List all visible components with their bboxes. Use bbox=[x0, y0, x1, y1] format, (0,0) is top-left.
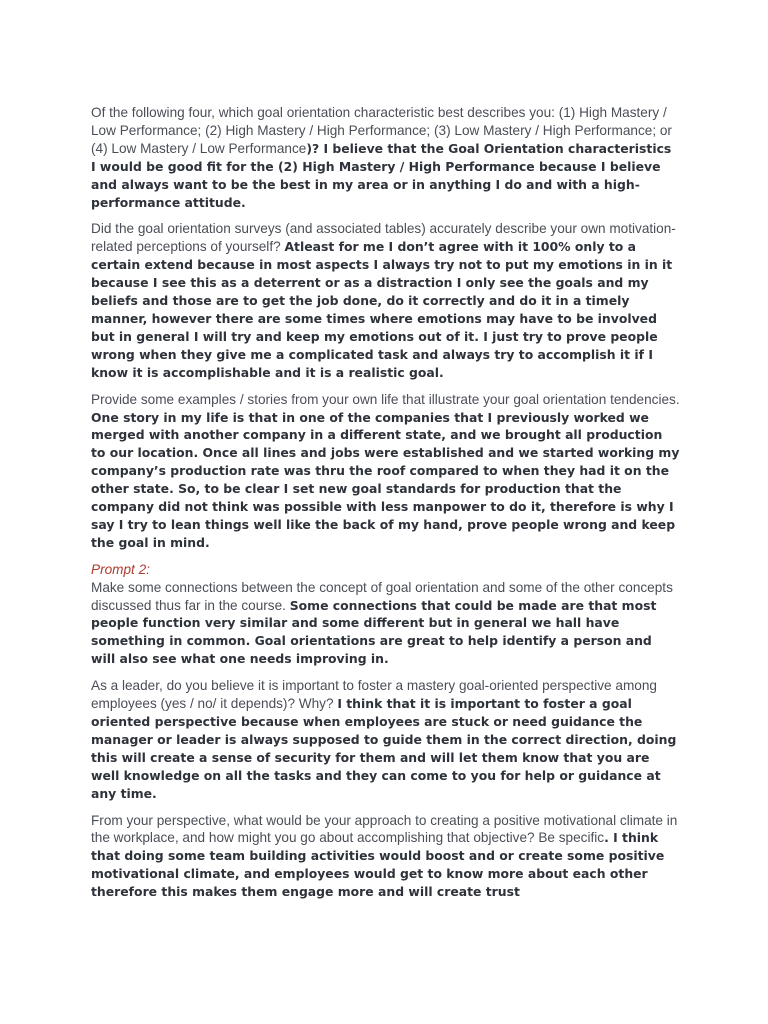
section-6 bbox=[91, 812, 680, 902]
question-text: Did the goal orientation surveys (and associated tables) accurately describe your own motivation-related perceptions of yourself? bbox=[91, 221, 676, 255]
question-text: Of the following four, which goal orientation characteristic best describes you: (1) High Mastery / Low Performance; (2) High Mastery / High Performance; (3) Low Mastery / High Performance; or (4) Low Mastery / Low Performance bbox=[91, 105, 672, 156]
question-text: From your perspective, what would be your approach to creating a positive motivational climate in the workplace, and how might you go about accomplishing that objective? Be specific bbox=[91, 812, 678, 846]
section-5 bbox=[91, 677, 680, 802]
answer-text: )? I believe that the Goal Orientation characteristics I would be good fit for the (2) High Mastery / High Performance because I believe and always want to be the best in my area or in anything I do and with a high-performance attitude. bbox=[91, 140, 672, 210]
section-4 bbox=[91, 561, 680, 668]
prompt-heading: Prompt 2: bbox=[91, 561, 150, 577]
section-1 bbox=[91, 104, 680, 211]
question-text: Make some connections between the concept of goal orientation and some of the other concepts discussed thus far in the course. bbox=[91, 579, 673, 613]
question-text: As a leader, do you believe it is important to foster a mastery goal-oriented perspective among employees (yes / no/ it depends)? Why? bbox=[91, 678, 657, 712]
answer-text: . I think that doing some team building activities would boost and or create some positive motivational climate, and employees would get to know more about each other therefore this makes them engage more and will create trust bbox=[91, 830, 665, 900]
answer-text: Atleast for me I don’t agree with it 100% only to a certain extend because in most aspects I always try not to put my emotions in in it because I see this as a deterrent or as a distraction I only see the goals and my beliefs and those are to get the job done, do it correctly and do it in a timely manner, however there are some times where emotions may have to be involved but in general I will try and keep my emotions out of it. I just try to prove people wrong when they give me a complicated task and always try to accomplish it if I know it is accomplishable and it is a realistic goal. bbox=[91, 239, 673, 380]
question-text: Provide some examples / stories from your own life that illustrate your goal orientation tendencies. bbox=[91, 391, 680, 407]
section-2 bbox=[91, 220, 680, 381]
answer-text: One story in my life is that in one of the companies that I previously worked we merged with another company in a different state, and we brought all production to our location. Once all lines and jobs were established and we started working my company’s production rate was thru the roof compared to when they had it on the other state. So, to be clear I set new goal standards for production that the company did not think was possible with less manpower to do it, therefore is why I say I try to lean things well like the back of my hand, prove people wrong and keep the goal in mind. bbox=[91, 409, 680, 550]
document-page bbox=[91, 104, 680, 910]
answer-text: I think that it is important to foster a goal oriented perspective because when employees are stuck or need guidance the manager or leader is always supposed to guide them in the correct direction, doing this will create a sense of security for them and will let them know that you are well knowledge on all the tasks and they can come to you for help or guidance at any time. bbox=[91, 696, 677, 801]
answer-text: Some connections that could be made are that most people function very similar and some different but in general we hall have something in common. Goal orientations are great to help identify a person and will also see what one needs improving in. bbox=[91, 597, 657, 667]
section-3 bbox=[91, 391, 680, 552]
